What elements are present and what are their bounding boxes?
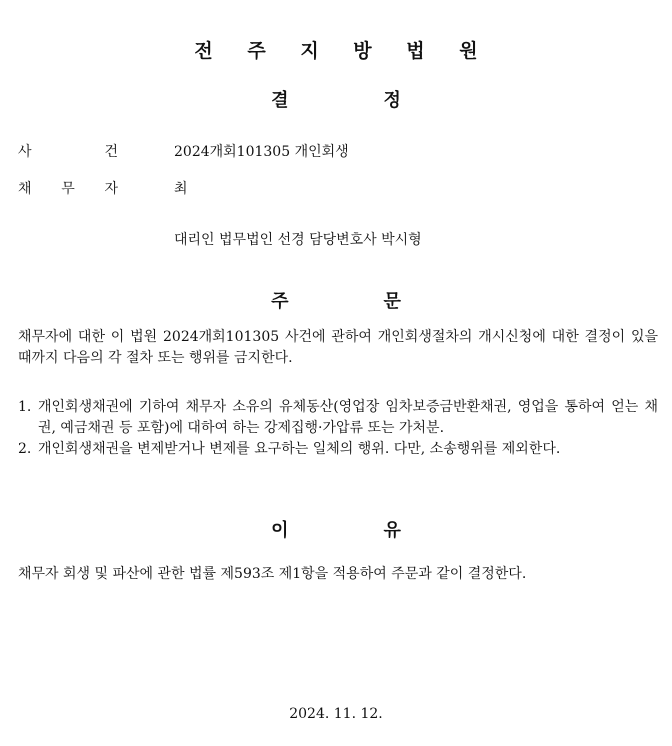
debtor-label-char-2: 무 <box>61 181 75 197</box>
case-label-char-1: 사 <box>18 144 32 160</box>
document-type-char-1: 결 <box>271 90 289 111</box>
order-heading-char-1: 주 <box>271 291 289 312</box>
court-name: 전 주 지 방 법 원 <box>194 40 492 62</box>
debtor-row <box>18 178 618 198</box>
order-heading <box>0 287 672 313</box>
order-item-number: 1. <box>18 399 32 415</box>
case-label-char-2: 건 <box>104 144 118 160</box>
reason-heading-char-1: 이 <box>271 520 289 541</box>
debtor-name: 최 <box>174 181 188 197</box>
order-item-text: 개인회생채권을 변제받거나 변제를 요구하는 일체의 행위. 다만, 소송행위를 제외한다. <box>38 441 561 457</box>
reason-heading-char-2: 유 <box>383 520 401 541</box>
case-row <box>18 141 618 161</box>
order-body: 채무자에 대한 이 법원 2024개회101305 사건에 관하여 개인회생절차의 개시신청에 대한 결정이 있을 때까지 다음의 각 절차 또는 행위를 금지한다. <box>18 329 658 366</box>
order-item <box>18 397 658 439</box>
case-label <box>18 141 118 161</box>
debtor-label-char-1: 채 <box>18 181 32 197</box>
order-items-list <box>18 397 658 460</box>
order-heading-char-2: 문 <box>383 291 401 312</box>
order-item-text: 개인회생채권에 기하여 채무자 소유의 유체동산(영업장 임차보증금반환채권, 영업을 통하여 얻는 채권, 예금채권 등 포함)에 대하여 하는 강제집행·가압류 또는 가처분. <box>38 399 658 436</box>
case-number: 2024개회101305 개인회생 <box>174 144 349 160</box>
document-type-char-2: 정 <box>383 90 401 111</box>
order-item <box>18 439 658 460</box>
order-item-number: 2. <box>18 441 32 457</box>
reason-body: 채무자 회생 및 파산에 관한 법률 제593조 제1항을 적용하여 주문과 같이 결정한다. <box>18 566 527 582</box>
debtor-label-char-3: 자 <box>104 181 118 197</box>
legal-representative: 대리인 법무법인 선경 담당변호사 박시형 <box>174 232 422 248</box>
document-type <box>0 86 672 112</box>
decision-date: 2024. 11. 12. <box>289 706 383 722</box>
reason-heading <box>0 516 672 542</box>
debtor-label <box>18 178 118 198</box>
